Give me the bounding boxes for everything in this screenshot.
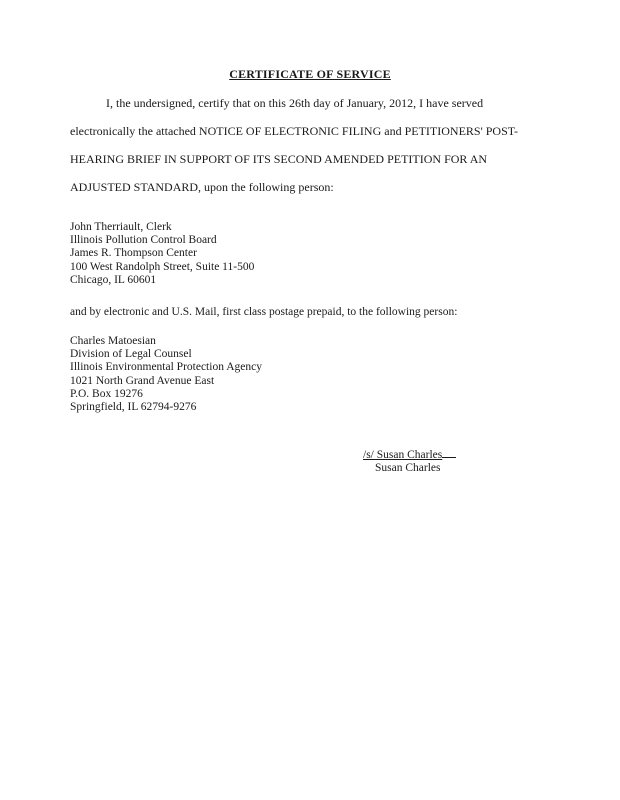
certification-line-3: HEARING BRIEF IN SUPPORT OF ITS SECOND AMENDED PETITION FOR AN (70, 152, 488, 166)
address-line: 1021 North Grand Avenue East (70, 374, 215, 387)
address-line: Springfield, IL 62794-9276 (70, 401, 197, 414)
document-title: CERTIFICATE OF SERVICE (229, 67, 391, 81)
electronic-signature-line (363, 447, 456, 462)
service-method-line: and by electronic and U.S. Mail, first class postage prepaid, to the following person: (70, 306, 458, 318)
address-line: 100 West Randolph Street, Suite 11-500 (70, 260, 255, 273)
address-line: Chicago, IL 60601 (70, 273, 157, 286)
recipient-address-clerk (70, 221, 254, 287)
recipient-address-epa (70, 335, 262, 414)
address-line: John Therriault, Clerk (70, 221, 172, 233)
address-line: Division of Legal Counsel (70, 348, 192, 361)
electronic-signature: /s/ Susan Charles (363, 449, 443, 461)
address-line: Illinois Environmental Protection Agency (70, 361, 262, 374)
signature-block (363, 447, 456, 475)
certification-line-1: I, the undersigned, certify that on this 26th day of January, 2012, I have served (106, 96, 484, 110)
address-line: James R. Thompson Center (70, 247, 197, 260)
address-line: Charles Matoesian (70, 335, 156, 347)
signature-underline (442, 447, 456, 458)
signer-name: Susan Charles (375, 462, 441, 474)
certification-line-4: ADJUSTED STANDARD, upon the following person: (70, 180, 334, 194)
address-line: Illinois Pollution Control Board (70, 234, 217, 247)
certification-line-2: electronically the attached NOTICE OF ELECTRONIC FILING and PETITIONERS' POST- (70, 124, 518, 138)
address-line: P.O. Box 19276 (70, 387, 143, 400)
